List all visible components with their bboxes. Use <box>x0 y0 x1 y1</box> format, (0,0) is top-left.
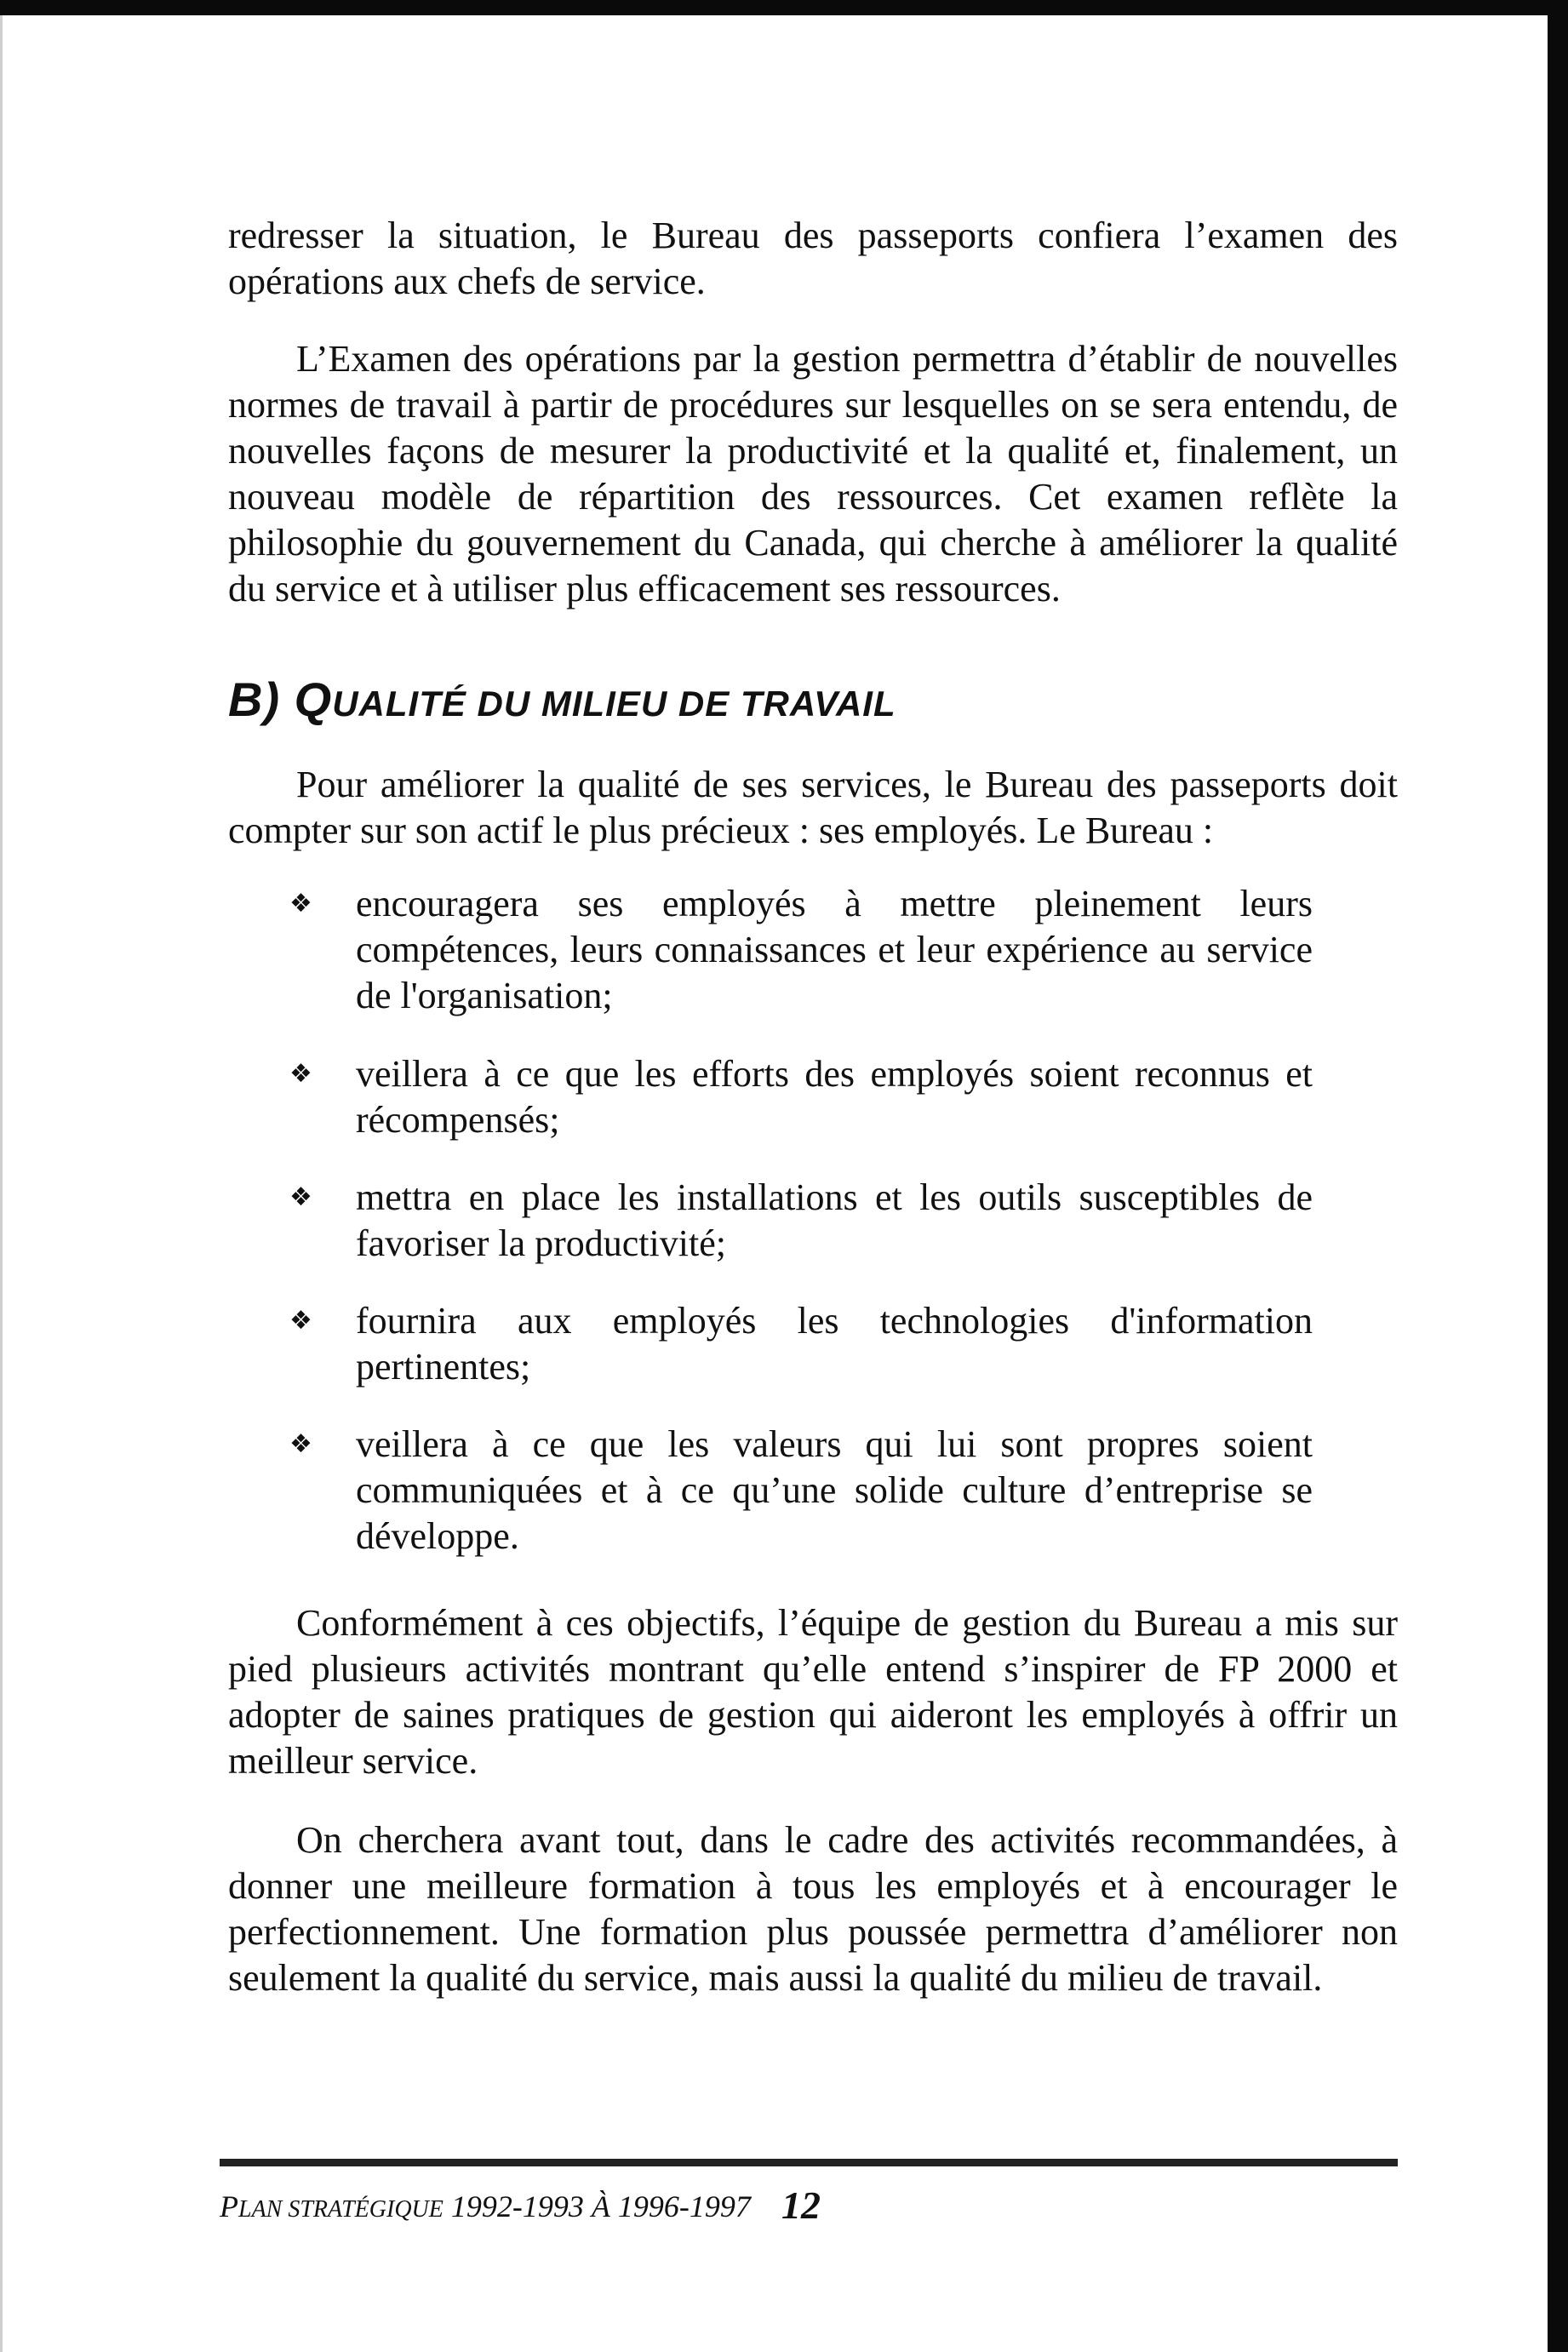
bullet-text: mettra en place les installations et les outils susceptibles de favoriser la productivité; <box>356 1176 1313 1264</box>
footer-title <box>220 2188 751 2229</box>
section-heading-rest: UALITÉ DU MILIEU DE TRAVAIL <box>332 684 896 724</box>
paragraph-conformement: Conformément à ces objectifs, l’équipe de gestion du Bureau a mis sur pied plusieurs activités montrant qu’elle entend s’inspirer de FP 2000 et adopter de saines pratiques de gestion qui aideront les employés à offrir un meilleur service. <box>228 1602 1398 1782</box>
section-heading <box>228 672 896 731</box>
bullet-text: veillera à ce que les efforts des employés soient reconnus et récompensés; <box>356 1053 1313 1141</box>
bullet-text: encouragera ses employés à mettre pleinement leurs compétences, leurs connaissances et leur expérience au service de l'organisation; <box>356 883 1313 1016</box>
paragraph-formation: On cherchera avant tout, dans le cadre des activités recommandées, à donner une meilleure formation à tous les employés et à encourager le perfectionnement. Une formation plus poussée permettra d’améliorer non seulement la qualité du service, mais aussi la qualité du milieu de travail. <box>228 1819 1398 1999</box>
scan-border-right <box>1548 0 1568 2352</box>
footer-title-initial: P <box>220 2189 238 2223</box>
paragraph-continuation: redresser la situation, le Bureau des passeports confiera l’examen des opérations aux chefs de service. <box>228 215 1398 302</box>
footer-title-years: 1992-1993 À 1996-1997 <box>443 2189 751 2223</box>
section-heading-lead: B) Q <box>228 672 333 726</box>
diamond-bullet-icon: ❖ <box>289 1182 312 1212</box>
diamond-bullet-icon: ❖ <box>289 1059 312 1089</box>
scan-edge-left <box>0 15 3 2352</box>
paragraph-intro: Pour améliorer la qualité de ses services, le Bureau des passeports doit compter sur son actif le plus précieux : ses employés. Le Bureau : <box>228 764 1398 851</box>
paragraph-examen-operations: L’Examen des opérations par la gestion permettra d’établir de nouvelles normes de travail à partir de procédures sur lesquelles on se sera entendu, de nouvelles façons de mesurer la productivité et la qualité et, finalement, un nouveau modèle de répartition des ressources. Cet examen reflète la philosophie du gouvernement du Canada, qui cherche à améliorer la qualité du service et à utiliser plus efficacement ses ressources. <box>228 338 1398 609</box>
page-number: 12 <box>781 2183 821 2227</box>
bullet-text: veillera à ce que les valeurs qui lui sont propres soient communiquées et à ce qu’une solide culture d’entreprise se développe. <box>356 1423 1313 1557</box>
diamond-bullet-icon: ❖ <box>289 889 312 918</box>
scan-border-top <box>0 0 1568 15</box>
diamond-bullet-icon: ❖ <box>289 1306 312 1336</box>
footer-title-smallcaps: LAN STRATÉGIQUE <box>238 2196 444 2223</box>
bullet-text: fournira aux employés les technologies d'information pertinentes; <box>356 1300 1313 1388</box>
diamond-bullet-icon: ❖ <box>289 1429 312 1459</box>
footer-rule <box>220 2159 1398 2166</box>
